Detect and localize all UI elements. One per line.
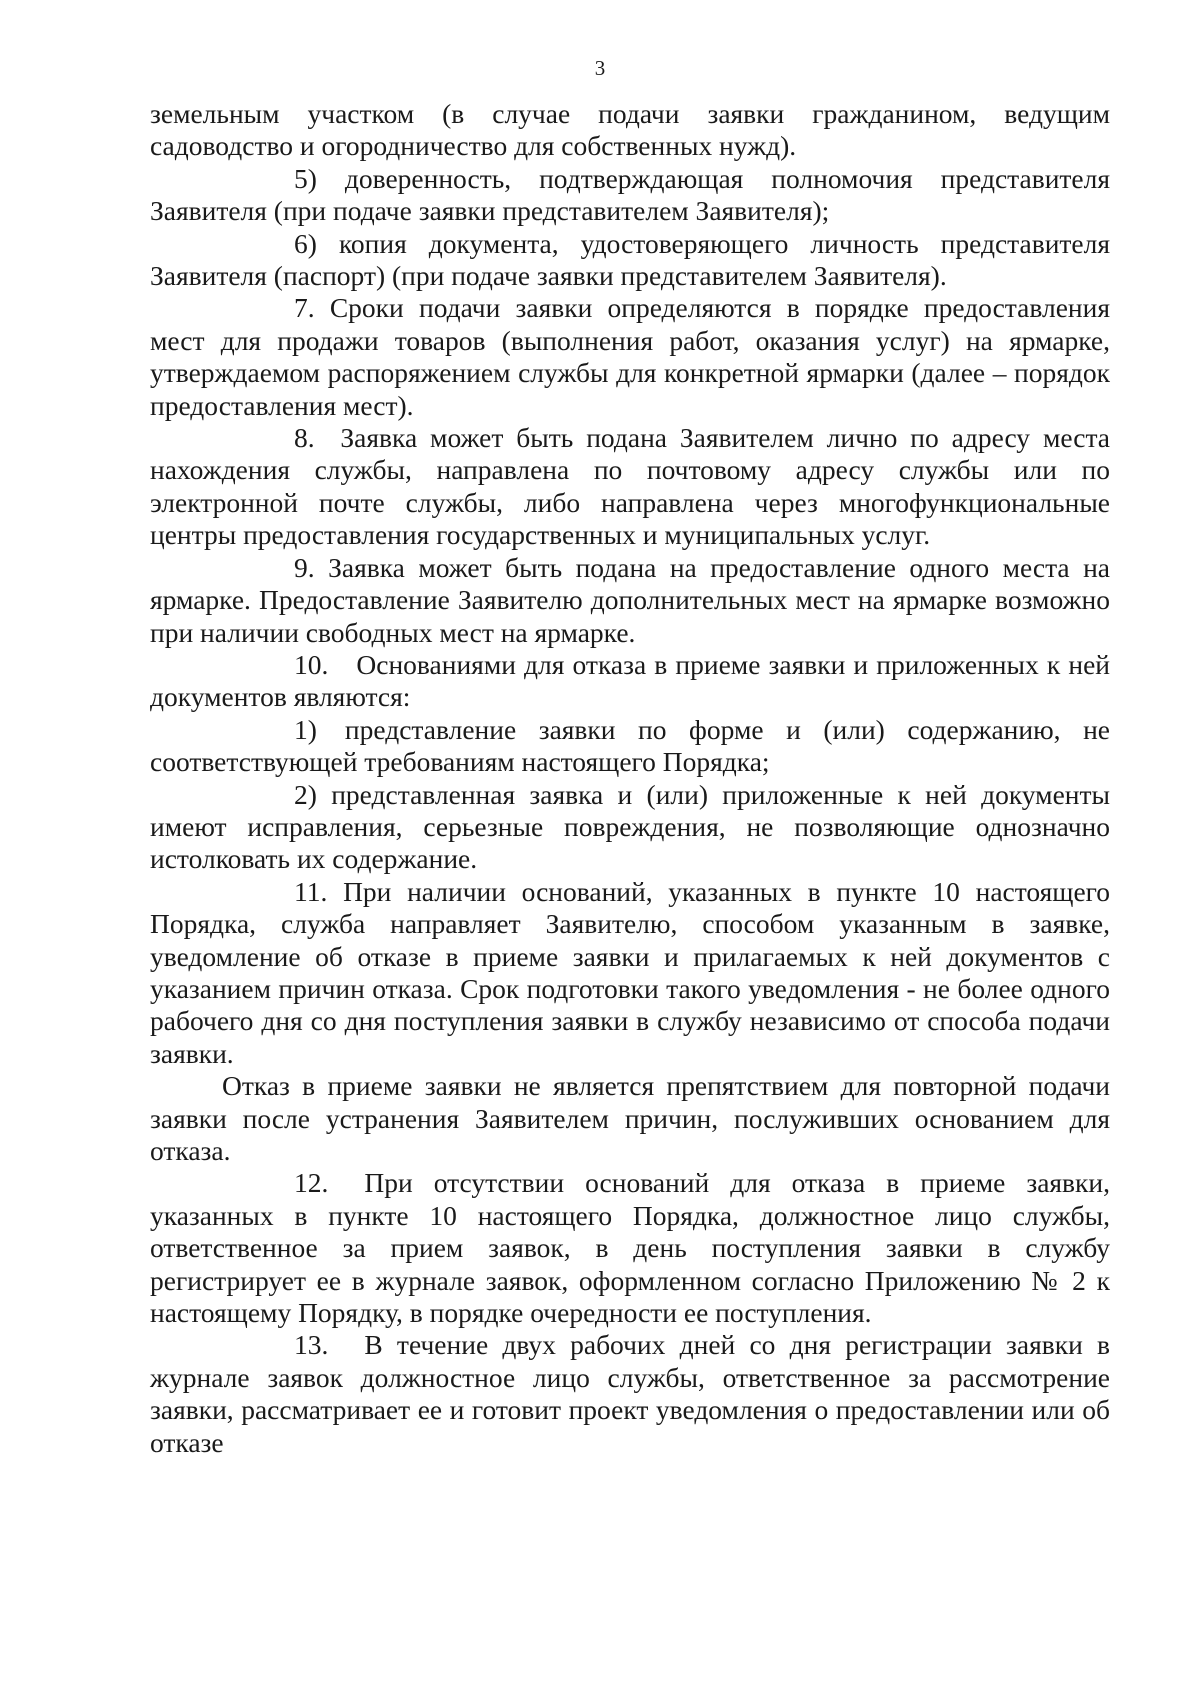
paragraph-text: земельным участком (в случае подачи заявки гражданином, ведущим садоводство и огородничество для собственных нужд).	[150, 98, 1110, 162]
item-number: 6)	[294, 227, 317, 259]
clause-number: 9.	[294, 551, 315, 583]
page-number: 3	[594, 56, 606, 80]
clause-number: 11.	[294, 875, 328, 907]
paragraph-text: Отказ в приеме заявки не является препятствием для повторной подачи заявки после устранения Заявителем причин, послуживших основанием для отказа.	[150, 1070, 1110, 1166]
paragraph-item-5	[150, 163, 1110, 228]
item-number: 5)	[294, 162, 317, 194]
paragraph-clause-11	[150, 876, 1110, 1070]
item-number: 2)	[294, 778, 317, 810]
paragraph-text: Сроки подачи заявки определяются в порядке предоставления мест для продажи товаров (выполнения работ, оказания услуг) на ярмарке, утверждаемом распоряжением службы для конкретной ярмарки (далее – порядок предоставления мест).	[150, 292, 1110, 421]
paragraph-clause-9	[150, 552, 1110, 649]
paragraph-subitem-1	[150, 714, 1110, 779]
paragraph-text: доверенность, подтверждающая полномочия представителя Заявителя (при подаче заявки представителем Заявителя);	[150, 162, 1111, 227]
clause-number: 8.	[294, 422, 315, 454]
paragraph-text: В течение двух рабочих дней со дня регистрации заявки в журнале заявок должностное лицо службы, ответственное за рассмотрение заявки, рассматривает ее и готовит проект уведомления о предоставлении или об отказе	[150, 1329, 1110, 1458]
paragraph-item-6	[150, 228, 1110, 293]
paragraph-clause-7	[150, 292, 1110, 422]
paragraph-text: Заявка может быть подана на предоставление одного места на ярмарке. Предоставление Заявителю дополнительных мест на ярмарке возможно при наличии свободных мест на ярмарке.	[150, 551, 1111, 648]
item-number: 1)	[294, 713, 317, 745]
paragraph-clause-10	[150, 649, 1110, 714]
paragraph-clause-8	[150, 422, 1110, 552]
paragraph-subitem-2	[150, 779, 1110, 876]
paragraph-clause-13	[150, 1329, 1110, 1459]
clause-number: 7.	[294, 292, 315, 324]
clause-number: 13.	[294, 1329, 329, 1361]
clause-number: 12.	[294, 1167, 329, 1199]
paragraph-text: копия документа, удостоверяющего личность представителя Заявителя (паспорт) (при подаче заявки представителем Заявителя).	[150, 227, 1111, 292]
paragraph-text: Заявка может быть подана Заявителем лично по адресу места нахождения службы, направлена по почтовому адресу службы или по электронной почте службы, либо направлена через многофункциональные центры предоставления государственных и муниципальных услуг.	[150, 422, 1111, 551]
paragraph-refusal-note	[150, 1070, 1110, 1167]
paragraph-clause-12	[150, 1167, 1110, 1329]
paragraph-text: представленная заявка и (или) приложенные к ней документы имеют исправления, серьезные повреждения, не позволяющие однозначно истолковать их содержание.	[150, 778, 1110, 875]
paragraph-text: представление заявки по форме и (или) содержанию, не соответствующей требованиям настоящего Порядка;	[150, 713, 1110, 778]
paragraph-text: Основаниями для отказа в приеме заявки и приложенных к ней документов являются:	[150, 648, 1110, 713]
paragraph-text: При наличии оснований, указанных в пункте 10 настоящего Порядка, служба направляет Заявителю, способом указанным в заявке, уведомление об отказе в приеме заявки и прилагаемых к ней документов с указанием причин отказа. Срок подготовки такого уведомления - не более одного рабочего дня со дня поступления заявки в службу независимо от способа подачи заявки.	[150, 875, 1111, 1069]
document-body	[150, 98, 1110, 1459]
paragraph-text: При отсутствии оснований для отказа в приеме заявки, указанных в пункте 10 настоящего Порядка, должностное лицо службы, ответственное за прием заявок, в день поступления заявки в службу регистрирует ее в журнале заявок, оформленном согласно Приложению № 2 к настоящему Порядку, в порядке очередности ее поступления.	[150, 1167, 1110, 1329]
paragraph-continuation	[150, 98, 1110, 163]
clause-number: 10.	[294, 648, 329, 680]
